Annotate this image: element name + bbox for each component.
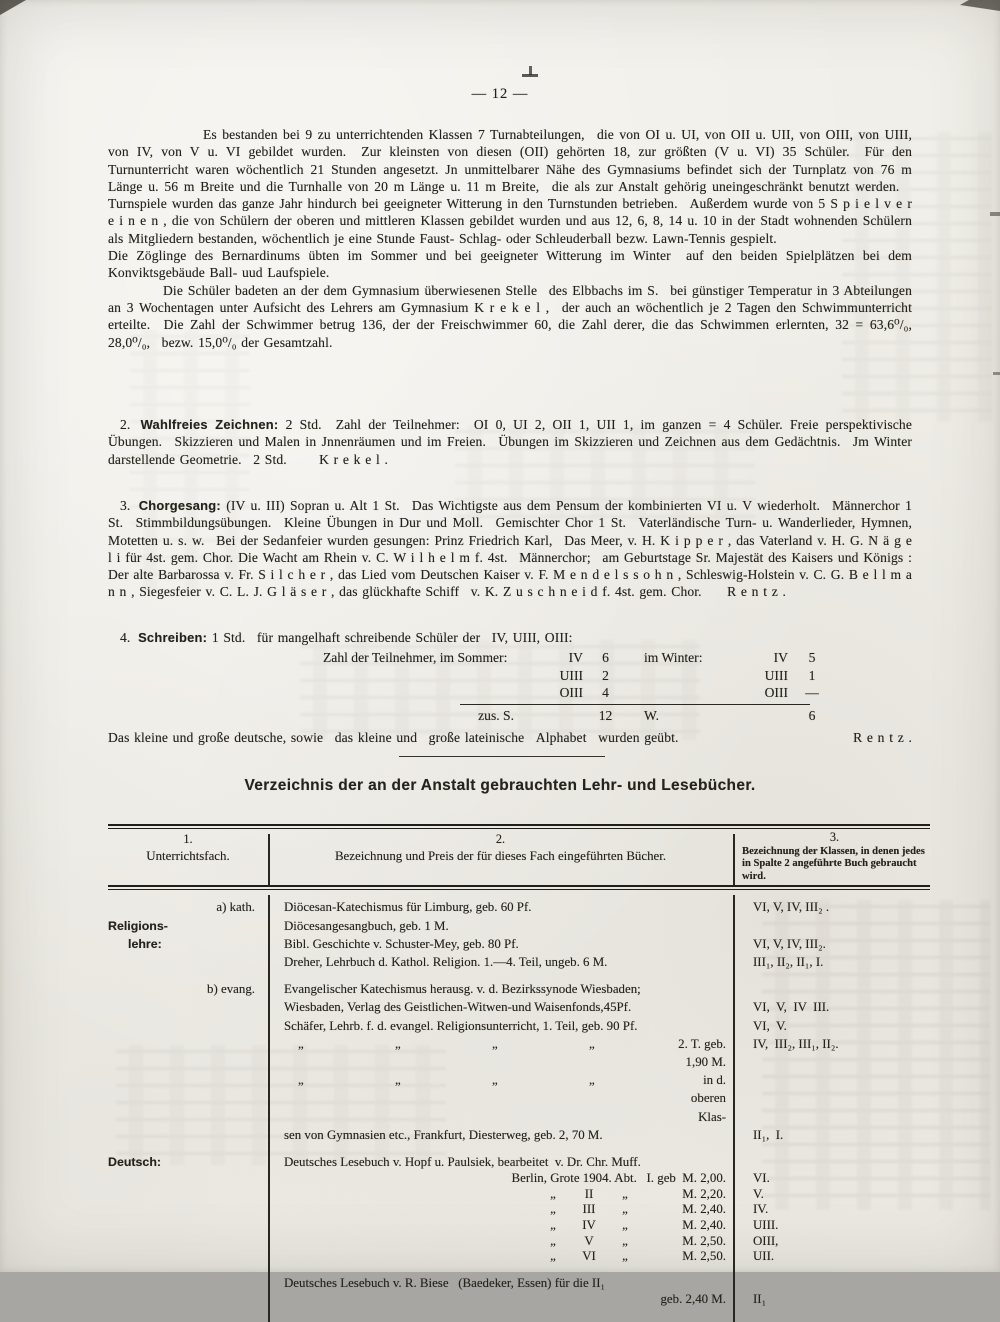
participants-sum-cell: W. — [644, 708, 659, 724]
participants-sum-cell: 6 — [808, 708, 816, 724]
page-number: — 12 — — [471, 86, 529, 102]
book-title-cell: sen von Gymnasien etc., Frankfurt, Diesterweg, geb. 2, 70 M. — [284, 1127, 603, 1142]
subject-cell — [108, 1202, 268, 1218]
book-title-cell: Berlin, Grote 1904. Abt. I. geb M. 2,00. — [511, 1171, 726, 1186]
ditto-mark: „ — [298, 1036, 304, 1051]
book-row — [108, 1187, 930, 1203]
participants-sum-cell — [528, 707, 583, 725]
ditto-mark: „ — [550, 1186, 556, 1201]
classes-cell: VI, V, IV, III₂ . — [753, 900, 830, 915]
column-divider — [268, 834, 270, 885]
ditto-mark: „ — [622, 1202, 628, 1217]
column-divider — [733, 895, 735, 1321]
column-divider — [733, 834, 735, 885]
book-row — [108, 1071, 930, 1126]
classes-cell — [733, 917, 930, 935]
participants-cell — [323, 684, 528, 702]
book-row — [108, 1126, 930, 1144]
book-title-cell — [268, 1071, 733, 1126]
subject-cell: b) evang. — [207, 982, 255, 997]
column-label: Unterrichtsfach. — [146, 849, 230, 863]
participants-sum-rule — [460, 704, 810, 705]
ditto-mark: „ — [550, 1202, 556, 1217]
price: M. 2,50. — [682, 1249, 726, 1264]
scan-artifact — [990, 212, 1000, 216]
gymnastics-paragraph-2: Die Zöglinge des Bernardinums übten im Sommer und bei geeigneter Witterung im Winter auf den beiden Spielplätzen bei dem Konviktsgebäude Ball- uud Laufspiele. — [108, 248, 912, 281]
ditto-mark: „ — [622, 1218, 628, 1232]
subject-cell — [108, 1126, 268, 1144]
scan-artifact — [529, 66, 532, 75]
participants-cell: 6 — [602, 650, 609, 666]
price: M. 2,40. — [682, 1218, 726, 1232]
section-title: Chorgesang: — [138, 498, 221, 513]
ditto-mark: „ — [622, 1186, 628, 1201]
book-row — [108, 1153, 930, 1171]
classes-cell: VI, V, IV, III₂. — [753, 936, 826, 951]
participants-cell: 4 — [602, 685, 609, 701]
column-number: 1. — [183, 832, 193, 846]
subject-cell: lehre: — [128, 936, 162, 951]
volume-numeral: IV — [582, 1218, 596, 1232]
subject-cell: a) kath. — [216, 900, 255, 915]
participants-cell: 5 — [808, 650, 816, 666]
book-title-cell: Evangelischer Katechismus herausg. v. d. Bezirkssynode Wiesbaden; — [284, 982, 641, 997]
participants-cell: OIII — [764, 685, 788, 701]
subject-cell — [108, 1187, 268, 1203]
participants-cell: 1 — [808, 667, 816, 683]
participants-cell: OIII — [559, 685, 583, 701]
scan-artifact — [993, 372, 1000, 375]
ditto-mark: „ — [298, 1073, 304, 1088]
subject-cell — [108, 998, 268, 1016]
header-subject-column — [108, 829, 268, 885]
subject-cell — [108, 1274, 268, 1292]
section-title: Schreiben: — [138, 630, 208, 645]
scan-artifact — [0, 0, 26, 15]
book-row — [108, 1202, 930, 1218]
book-row — [108, 980, 930, 998]
classes-cell — [733, 1071, 930, 1126]
book-row — [108, 998, 930, 1016]
section-choir — [108, 497, 912, 601]
book-row — [108, 1017, 930, 1035]
book-title-cell — [268, 1218, 733, 1234]
subject-cell — [108, 1035, 268, 1071]
booklist-body — [108, 890, 930, 1321]
teacher-signature: R e n t z . — [706, 584, 786, 600]
section-intro: 1 Std. für mangelhaft schreibende Schüler der IV, UIII, OIII: — [211, 630, 573, 645]
price: M. 2,40. — [682, 1202, 726, 1217]
booklist-table — [108, 824, 930, 1322]
ditto-mark: „ — [395, 1073, 401, 1088]
book-title-cell: Deutsches Lesebuch v. Hopf u. Paulsiek, bearbeitet v. Dr. Chr. Muff. — [284, 1155, 641, 1170]
book-title-cell: Dreher, Lehrbuch d. Kathol. Religion. 1.—4. Teil, ungeb. 6 M. — [284, 954, 608, 969]
classes-cell: OIII, — [753, 1233, 779, 1248]
subject-cell — [108, 1234, 268, 1250]
ditto-mark: „ — [622, 1249, 628, 1264]
header-books-column — [268, 829, 733, 885]
ditto-mark: „ — [550, 1218, 556, 1232]
price: M. 2,20. — [682, 1186, 726, 1201]
classes-cell: V. — [753, 1186, 764, 1201]
participants-cell: UIII — [764, 667, 788, 683]
participants-cell — [628, 684, 728, 702]
participants-sum-cell — [728, 707, 788, 725]
classes-cell: IV. — [753, 1202, 769, 1217]
section-number: 2. — [120, 417, 131, 432]
closing-text: Das kleine und große deutsche, sowie das kleine und große lateinische Alphabet wurden geübt. — [108, 729, 679, 745]
column-divider — [268, 895, 270, 1321]
scan-artifact — [522, 74, 538, 77]
section-divider-rule — [399, 756, 605, 757]
section-body: Freie perspektivische Übungen. Skizzieren und Malen in Jnnenräumen und im Freien. Übungen im Skizzieren und Zeichnen aus dem Gedächtnis. Jm Winter darstellende Geometrie. 2 Std. — [108, 417, 913, 467]
classes-cell: IV, III₂, III₁, II₂. — [753, 1036, 839, 1051]
book-title-cell — [268, 1187, 733, 1203]
participants-table — [323, 649, 912, 724]
book-title-fragment: 2. T. geb. 1,90 M. — [678, 1036, 730, 1069]
section-summary: 2 Std. Zahl der Teilnehmer: OI 0, UI 2, OII 1, UII 1, im ganzen = 4 Schüler. — [285, 417, 783, 432]
subject-cell — [108, 1171, 268, 1187]
book-row — [108, 898, 930, 916]
participants-cell: UIII — [559, 667, 583, 683]
participants-cell: 2 — [602, 667, 609, 683]
book-row — [108, 1171, 930, 1187]
section-number: 3. — [120, 498, 131, 513]
gymnastics-paragraph-3: Die Schüler badeten an der dem Gymnasium überwiesenen Stelle des Elbbachs im S. bei günstiger Temperatur in 3 Abteilungen an 3 Wochentagen unter Aufsicht des Lehrers am Gymnasium K r e k e l , der auch an wöchentlich je 2 Tagen den Schwimmunterricht erteilte. Die Zahl der Schwimmer betrug 136, der der Freischwimmer 60, die Zahl derer, die das Schwimmen erlernten, 32 = 63,6⁰/₀, 28,0⁰/₀, bezw. 15,0⁰/₀ der Gesamtzahl. — [108, 282, 912, 350]
book-row — [108, 1035, 930, 1071]
subject-cell: Deutsch: — [108, 1155, 162, 1170]
ditto-mark: „ — [589, 1073, 595, 1088]
participants-cell: IV — [568, 650, 583, 666]
book-title-cell: Diöcesangesangbuch, geb. 1 M. — [284, 918, 449, 933]
book-title-cell: Wiesbaden, Verlag des Geistlichen-Witwen-und Waisenfonds,45Pf. — [284, 1000, 632, 1015]
classes-cell: III₁, II₂, II₁, I. — [753, 954, 824, 969]
subject-cell: Religions- — [108, 918, 168, 933]
column-label: Bezeichnung der Klassen, in denen jedes in Spalte 2 angeführte Buch gebraucht wird. — [742, 845, 925, 882]
scan-artifact — [960, 0, 1000, 11]
classes-cell — [733, 980, 930, 998]
book-row — [108, 953, 930, 971]
participants-sum-cell: 12 — [598, 708, 613, 724]
classes-cell: VI, V, IV III. — [753, 1000, 830, 1015]
book-row — [108, 1292, 930, 1308]
subject-cell — [108, 1249, 268, 1265]
price: M. 2,50. — [682, 1233, 726, 1248]
classes-cell: II₁ — [753, 1291, 767, 1306]
header-classes-column — [733, 829, 930, 885]
book-row — [108, 935, 930, 953]
booklist-header — [108, 829, 930, 885]
volume-numeral: II — [584, 1186, 594, 1201]
book-title-fragment: in d. oberen Klas- — [690, 1073, 730, 1124]
subject-cell — [108, 953, 268, 971]
participants-cell: — — [805, 685, 819, 701]
book-row — [108, 1274, 930, 1292]
subject-cell — [108, 1292, 268, 1308]
column-number: 3. — [829, 830, 840, 844]
classes-cell: UII. — [753, 1249, 775, 1264]
classes-cell: UIII. — [753, 1218, 779, 1232]
section-number: 4. — [120, 630, 131, 645]
book-title-cell — [268, 1202, 733, 1218]
book-title-cell: Bibl. Geschichte v. Schuster-Mey, geb. 80 Pf. — [284, 936, 519, 951]
book-row — [108, 1218, 930, 1234]
book-title-cell: Deutsches Lesebuch v. R. Biese (Baedeker, Essen) für die II₁ — [284, 1275, 605, 1290]
section-title: Wahlfreies Zeichnen: — [140, 417, 279, 432]
ditto-mark: „ — [492, 1036, 498, 1051]
ditto-mark: „ — [492, 1073, 498, 1088]
volume-numeral: III — [582, 1202, 596, 1217]
volume-numeral: VI — [582, 1249, 596, 1264]
book-title-cell — [268, 1035, 733, 1071]
participants-cell — [323, 667, 528, 685]
subject-cell — [108, 1218, 268, 1234]
ditto-mark: „ — [550, 1233, 556, 1248]
ditto-mark: „ — [622, 1233, 628, 1248]
column-number: 2. — [495, 832, 506, 846]
ditto-mark: „ — [395, 1036, 401, 1051]
participants-cell: IV — [773, 650, 788, 666]
book-title-cell: Schäfer, Lehrb. f. d. evangel. Religionsunterricht, 1. Teil, geb. 90 Pf. — [284, 1018, 638, 1033]
book-title-cell — [268, 1234, 733, 1250]
book-row — [108, 1249, 930, 1265]
classes-cell: II₁, I. — [753, 1127, 784, 1142]
book-title-cell — [268, 1249, 733, 1265]
section-writing — [108, 629, 912, 746]
gymnastics-paragraph-1: Es bestanden bei 9 zu unterrichtenden Klassen 7 Turnabteilungen, die von OI u. UI, von OII u. UII, von OIII, von UIII, von IV, von V u. VI gebildet wurden. Zur kleinsten von diesen (OII) gehörten 18, zur größten (V u. VI) 35 Schüler. Für den Turnunterricht waren wöchentlich 21 Stunden angesetzt. Jn unmittelbarer Nähe des Gymnasiums befindet sich der Turnplatz von 76 m Länge u. 56 m Breite und die Turnhalle von 20 m Länge u. 11 m Breite, die als zur Anstalt gehörig uneingeschränkt benutzt werden. Turnspiele wurden das ganze Jahr hindurch bei geeigneter Witterung in den Turnstunden betrieben. Außerdem wurde von 5 S p i e l v e r e i n e n , die von Schülern der oberen und mittleren Klassen gebildet wurden und aus 12, 6, 8, 14 u. 10 in der Stadt wohnenden Schülern als Mitgliedern bestanden, wöchentlich je eine Stunde Faust- Schlag- oder Schleuderball bezw. Lawn-Tennis gespielt. — [108, 127, 912, 246]
book-row — [108, 1234, 930, 1250]
writing-closing-line — [108, 729, 912, 746]
section-body: (IV u. III) Sopran u. Alt 1 St. Das Wichtigste aus dem Pensum der kombinierten VI u. V wiederholt. Männerchor 1 St. Stimmbildungsübungen. Kleine Übungen in Dur und Moll. Gemischter Chor 1 St. Vaterländische Turn- u. Wanderlieder, Hymnen, Motetten u. s. w. Bei der Sedanfeier wurden gesungen: Prinz Friedrich Karl, Das Meer, v. H. K i p p e r , das Vaterland v. H. G. N ä g e l i für 4st. gem. Chor. Die Wacht am Rhein v. C. W i l h e l m f. 4st. Männerchor; am Geburtstage Sr. Majestät des Kaisers und Königs : Der alte Barbarossa v. Fr. S i l c h e r , das Lied vom Deutschen Kaiser v. F. M e n d e l s s o h n , Schleswig-Holstein v. C. G. B e l l m a n n , Siegesfeier v. C. L. J. G l ä s e r , das glückhafte Schiff v. K. Z u s c h n e i d f. 4st. gem. Chor. — [108, 498, 912, 600]
classes-cell: VI. — [753, 1171, 770, 1186]
ditto-mark: „ — [550, 1249, 556, 1264]
book-title-cell: Diöcesan-Katechismus für Limburg, geb. 60 Pf. — [284, 900, 532, 915]
teacher-signature: K r e k e l . — [291, 451, 389, 467]
participants-cell — [628, 667, 728, 685]
ditto-mark: „ — [589, 1036, 595, 1051]
participants-cell: Zahl der Teilnehmer, im Sommer: — [323, 650, 508, 666]
subject-cell — [108, 1017, 268, 1035]
column-label: Bezeichnung und Preis der für dieses Fach eingeführten Bücher. — [334, 849, 667, 863]
section-drawing — [108, 416, 912, 468]
booklist-heading: Verzeichnis der an der Anstalt gebrauchten Lehr- und Lesebücher. — [244, 777, 756, 794]
classes-cell — [733, 1274, 930, 1292]
book-row — [108, 917, 930, 935]
classes-cell — [733, 1153, 930, 1171]
participants-cell: im Winter: — [644, 650, 703, 666]
gymnastics-section — [108, 126, 912, 351]
classes-cell: VI, V. — [753, 1018, 787, 1033]
teacher-signature: R e n t z . — [853, 729, 912, 745]
participants-sum-cell: zus. S. — [478, 708, 514, 724]
subject-cell — [108, 1071, 268, 1126]
book-title-cell: geb. 2,40 M. — [660, 1291, 726, 1306]
volume-numeral: V — [584, 1233, 594, 1248]
